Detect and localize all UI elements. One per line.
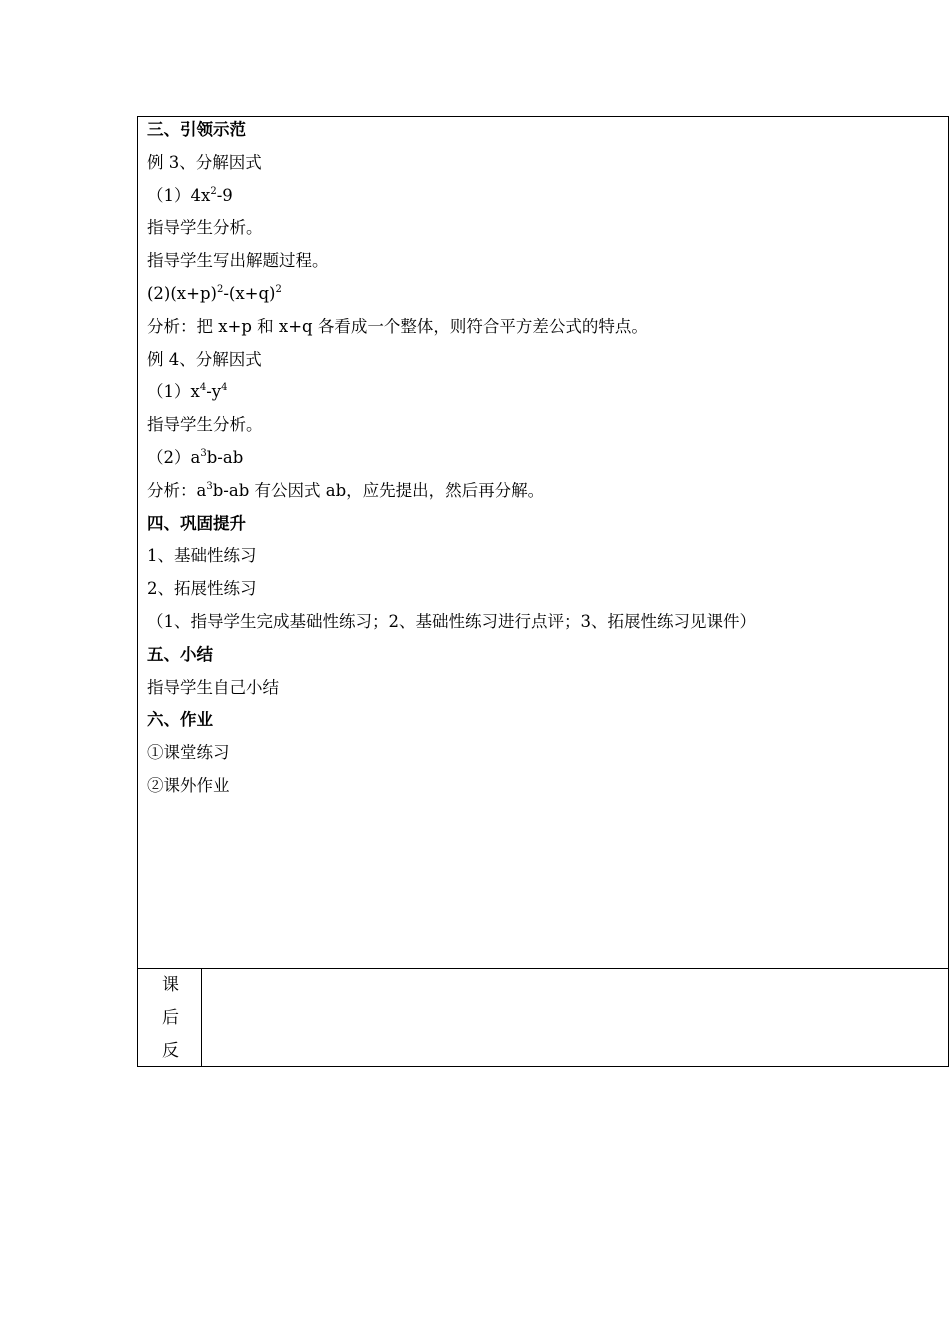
example4-analysis: 分析：$a^3b-ab$ 有公因式 ab，应先提出，然后再分解。 bbox=[147, 480, 545, 500]
example3-problem1: $(1)4x^2-9$ bbox=[147, 185, 233, 205]
section6-item2: ②课外作业 bbox=[147, 775, 230, 795]
reflection-label-char: 课 bbox=[162, 975, 179, 995]
section6-heading: 六、作业 bbox=[147, 710, 213, 730]
guide-analyze-text: 指导学生分析。 bbox=[147, 218, 263, 238]
section3-heading: 三、引领示范 bbox=[147, 120, 246, 139]
example4-problem1: $(1)x^4-y^4$ bbox=[147, 382, 228, 402]
section6-item1: ①课堂练习 bbox=[147, 743, 230, 763]
example3-analysis: 分析：把 x+p 和 x+q 各看成一个整体，则符合平方差公式的特点。 bbox=[147, 316, 648, 336]
section4-item1: 1、基础性练习 bbox=[147, 546, 257, 566]
reflection-label-char: 后 bbox=[162, 1008, 179, 1028]
example4-problem2: $(2)a^3b-ab$ bbox=[147, 447, 244, 467]
guide-write-text: 指导学生写出解题过程。 bbox=[147, 251, 329, 271]
example3-problem2: $(2)(x+p)^2-(x+q)^2$ bbox=[147, 283, 282, 303]
reflection-label-cell bbox=[138, 969, 202, 1066]
teaching-process-cell bbox=[138, 117, 948, 969]
section4-item2: 2、拓展性练习 bbox=[147, 579, 257, 599]
example4-title: 例 4、分解因式 bbox=[147, 349, 262, 369]
section4-heading: 四、巩固提升 bbox=[147, 513, 246, 533]
guide-analyze-text-2: 指导学生分析。 bbox=[147, 415, 263, 435]
lesson-plan-table bbox=[137, 116, 949, 1067]
example3-title: 例 3、分解因式 bbox=[147, 152, 262, 172]
reflection-label-char: 反 bbox=[162, 1041, 179, 1061]
section5-heading: 五、小结 bbox=[147, 644, 213, 664]
section4-note: （1、指导学生完成基础性练习；2、基础性练习进行点评；3、拓展性练习见课件） bbox=[147, 611, 756, 631]
reflection-content-cell bbox=[202, 969, 948, 1066]
section5-text: 指导学生自己小结 bbox=[147, 677, 279, 697]
